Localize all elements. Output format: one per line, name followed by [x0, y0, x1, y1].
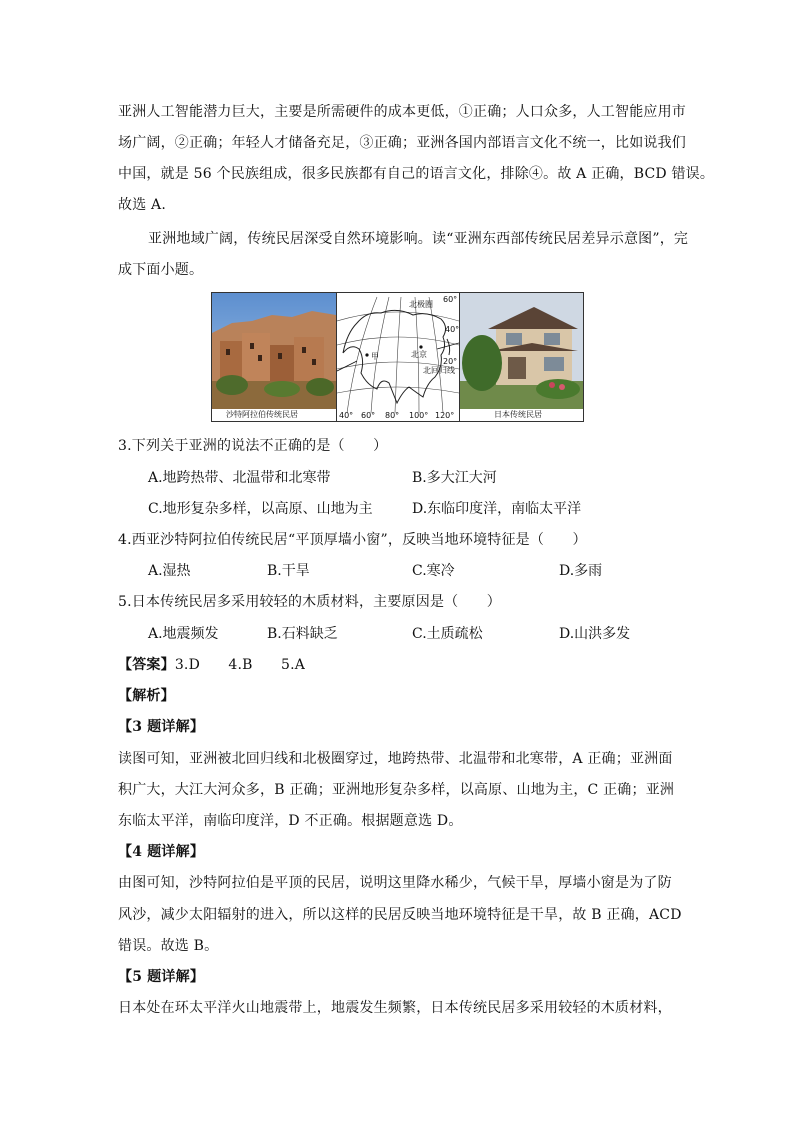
- question-3-detail-line: 读图可知，亚洲被北回归线和北极圈穿过，地跨热带、北温带和北寒带，A 正确；亚洲面: [118, 751, 673, 767]
- saudi-house-photo: [212, 293, 336, 421]
- question-5-option-d: D.山洪多发: [559, 626, 631, 642]
- question-4-option-d: D.多雨: [559, 563, 603, 579]
- japan-house-photo: [460, 293, 583, 421]
- answer-label: 【答案】: [118, 657, 175, 673]
- paragraph-line: 中国，就是 56 个民族组成，很多民族都有自己的语言文化，排除④。故 A 正确，BCD 错误。: [118, 166, 715, 182]
- question-4-detail-line: 错误。故选 B。: [118, 938, 219, 954]
- question-5-detail-line: 日本处在环太平洋火山地震带上，地震发生频繁，日本传统民居多采用较轻的木质材料，: [118, 1000, 672, 1016]
- question-4-stem: 4.西亚沙特阿拉伯传统民居“平顶厚墙小窗”，反映当地环境特征是（ ）: [118, 532, 587, 548]
- paragraph-line: 故选 A.: [118, 197, 167, 213]
- question-3-option-b: B.多大江大河: [412, 470, 497, 486]
- question-3-detail-line: 东临太平洋，南临印度洋，D 不正确。根据题意选 D。: [118, 813, 463, 829]
- question-3-stem: 3.下列关于亚洲的说法不正确的是（ ）: [118, 438, 388, 454]
- lon-60-label: 60°: [361, 411, 376, 420]
- question-4-option-c: C.寒冷: [412, 563, 455, 579]
- lat-60-label: 60°: [443, 295, 458, 304]
- lon-100-label: 100°: [409, 411, 429, 420]
- question-5-option-b: B.石料缺乏: [267, 626, 338, 642]
- lat-20-label: 20°: [443, 357, 458, 366]
- saudi-house-caption: 沙特阿拉伯传统民居: [226, 410, 298, 419]
- question-4-detail-title: 【4 题详解】: [118, 844, 205, 860]
- paragraph-line: 亚洲地域广阔，传统民居深受自然环境影响。读“亚洲东西部传统民居差异示意图”，完: [148, 231, 689, 247]
- question-3-detail-title: 【3 题详解】: [118, 719, 205, 735]
- lat-40-label: 40°: [445, 325, 460, 334]
- question-3-option-a: A.地跨热带、北温带和北寒带: [148, 470, 331, 486]
- question-4-option-b: B.干旱: [267, 563, 310, 579]
- paragraph-line: 成下面小题。: [118, 262, 204, 278]
- beijing-label: 北京: [411, 350, 427, 359]
- question-3-option-d: D.东临印度洋，南临太平洋: [412, 501, 582, 517]
- lon-120-label: 120°: [435, 411, 455, 420]
- question-3-option-c: C.地形复杂多样，以高原、山地为主: [148, 501, 373, 517]
- housing-comparison-figure: [211, 292, 584, 422]
- question-5-detail-title: 【5 题详解】: [118, 969, 205, 985]
- analysis-label: 【解析】: [118, 688, 175, 704]
- lon-80-label: 80°: [385, 411, 400, 420]
- paragraph-line: 场广阔，②正确；年轻人才储备充足，③正确；亚洲各国内部语言文化不统一，比如说我们: [118, 135, 686, 151]
- paragraph-line: 亚洲人工智能潜力巨大，主要是所需硬件的成本更低，①正确；人口众多，人工智能应用市: [118, 104, 686, 120]
- question-3-detail-line: 积广大，大江大河众多，B 正确；亚洲地形复杂多样，以高原、山地为主，C 正确；亚洲: [118, 782, 675, 798]
- question-4-detail-line: 由图可知，沙特阿拉伯是平顶的民居，说明这里降水稀少，气候干旱，厚墙小窗是为了防: [118, 875, 672, 891]
- answer-line: [118, 656, 305, 674]
- asia-map: [336, 293, 460, 421]
- question-5-stem: 5.日本传统民居多采用较轻的木质材料，主要原因是（ ）: [118, 594, 501, 610]
- japan-house-caption: 日本传统民居: [494, 410, 542, 419]
- answer-values: 3.D 4.B 5.A: [174, 657, 306, 673]
- question-5-option-c: C.土质疏松: [412, 626, 483, 642]
- tropic-label: 北回归线: [423, 366, 455, 375]
- lon-40-label: 40°: [339, 411, 354, 420]
- jia-label: 甲: [371, 352, 379, 361]
- question-4-option-a: A.湿热: [148, 563, 191, 579]
- question-4-detail-line: 风沙，减少太阳辐射的进入，所以这样的民居反映当地环境特征是干旱，故 B 正确，ACD: [118, 907, 682, 923]
- question-5-option-a: A.地震频发: [148, 626, 219, 642]
- arctic-circle-label: 北极圈: [409, 300, 433, 309]
